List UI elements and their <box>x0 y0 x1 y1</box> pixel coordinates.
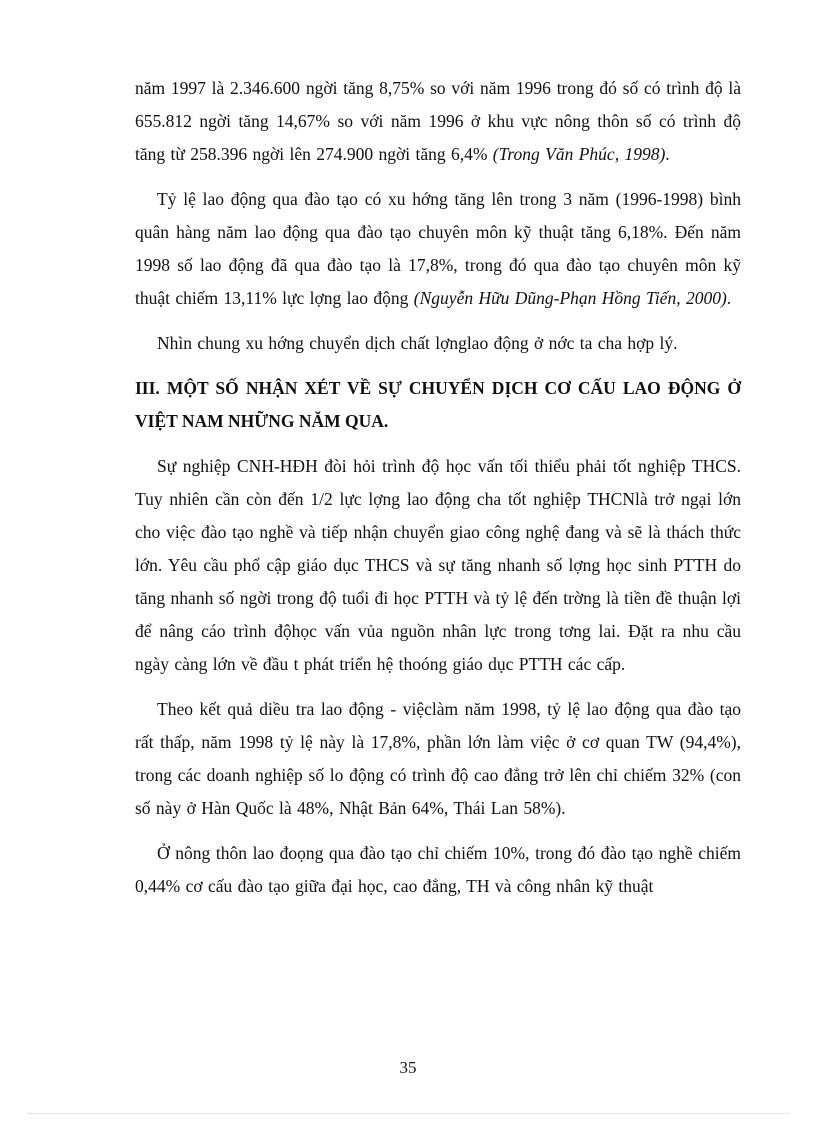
page-number: 35 <box>399 1058 417 1077</box>
footer-rule <box>28 1113 788 1114</box>
paragraph-1-text: năm 1997 là 2.346.600 ngời tăng 8,75% so với năm 1996 trong đó số có trình độ là 655.812 ngời tăng 14,67% so với năm 1996 ở khu vực nông thôn số có trình độ tăng từ 258.396 ngời lên 274.900 ngời tăng 6,4% <box>135 78 741 164</box>
citation-nguyen-huu-dung: (Nguyễn Hữu Dũng-Phạn Hồng Tiến, 2000) <box>413 288 727 308</box>
paragraph-1 <box>135 72 741 171</box>
section-paragraph-3 <box>135 837 741 903</box>
citation-trong-van-phuc: (Trong Văn Phúc, 1998) <box>492 144 666 164</box>
paragraph-1-tail: . <box>665 144 670 164</box>
section-paragraph-1-text: Sự nghiệp CNH-HĐH đòi hỏi trình độ học vấn tối thiểu phải tốt nghiệp THCS. Tuy nhiên cần còn đến 1/2 lực lợng lao động cha tốt nghiệp THCNlà trở ngại lớn cho việc đào tạo nghề và tiếp nhận chuyển giao công nghệ đang và sẽ là thách thức lớn. Yêu cầu phổ cập giáo dục THCS và sự tăng nhanh số lợng học sinh PTTH do tăng nhanh số ngời trong độ tuổi đi học PTTH và tỷ lệ đến trờng là tiền đề thuận lợi để nâng cáo trình độhọc vấn vủa nguồn nhân lực trong tơng lai. Đặt ra nhu cầu ngày càng lớn về đầu t phát triển hệ thoóng giáo dục PTTH các cấp. <box>135 456 741 674</box>
page-content <box>135 72 741 915</box>
paragraph-2 <box>135 183 741 315</box>
section-paragraph-1 <box>135 450 741 681</box>
paragraph-3 <box>135 327 741 360</box>
paragraph-2-text: Tỷ lệ lao động qua đào tạo có xu hớng tăng lên trong 3 năm (1996-1998) bình quân hàng năm lao động qua đào tạo chuyên môn kỹ thuật tăng 6,18%. Đến năm 1998 số lao động đã qua đào tạo là 17,8%, trong đó qua đào tạo chuyên môn kỹ thuật chiếm 13,11% lực lợng lao động <box>135 189 741 308</box>
section-paragraph-2 <box>135 693 741 825</box>
section-paragraph-2-text: Theo kết quả diều tra lao động - việclàm năm 1998, tỷ lệ lao động qua đào tạo rất thấp, năm 1998 tỷ lệ này là 17,8%, phần lớn làm việc ở cơ quan TW (94,4%), trong các doanh nghiệp số lo động có trình độ cao đẳng trở lên chỉ chiếm 32% (con số này ở Hàn Quốc là 48%, Nhật Bản 64%, Thái Lan 58%). <box>135 699 741 818</box>
paragraph-2-tail: . <box>726 288 732 308</box>
paragraph-3-text: Nhìn chung xu hớng chuyển dịch chất lợnglao động ở nớc ta cha hợp lý. <box>157 333 678 353</box>
section-paragraph-3-text: Ở nông thôn lao đoọng qua đào tạo chỉ chiếm 10%, trong đó đào tạo nghề chiếm 0,44% cơ cấu đào tạo giữa đại học, cao đẳng, TH và công nhân kỹ thuật <box>135 843 741 896</box>
section-heading: III. MỘT SỐ NHẬN XÉT VỀ SỰ CHUYỂN DỊCH CƠ CẤU LAO ĐỘNG Ở VIỆT NAM NHỮNG NĂM QUA. <box>135 378 741 431</box>
